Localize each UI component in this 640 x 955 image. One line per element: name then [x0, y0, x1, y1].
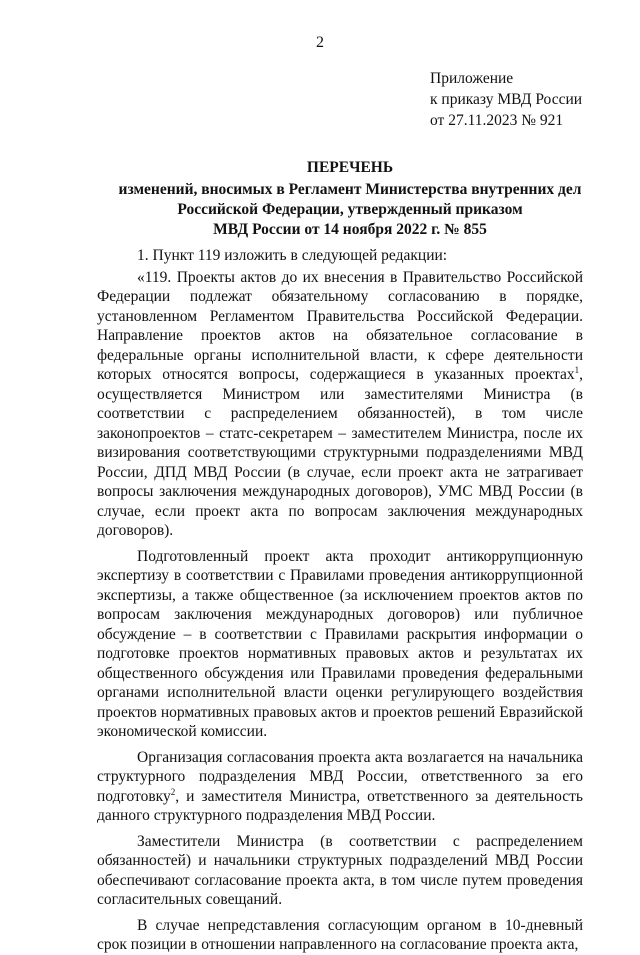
page-number: 2 — [316, 34, 324, 51]
footnote-ref-1: 1 — [574, 364, 580, 375]
paragraph-119-part-b: , осуществляется Министром или заместителями Министра (в соответствии с распределением обязанностей), в том числе законопроектов – статс-секретарем – заместителем Министра, после их визирования соответствующими структурными подразделениями МВД России, ДПД МВД России (в случае, если проект акта не затрагивает вопросы заключения международных договоров), УМС МВД России (в случае, если проект акта по вопросам заключения международных договоров). — [97, 366, 583, 539]
paragraph-organization — [97, 748, 583, 826]
footnote-ref-2: 2 — [170, 786, 176, 797]
paragraph-organization-part-b: , и заместителя Министра, ответственного за деятельность данного структурного подразделения МВД России. — [97, 787, 583, 824]
title-heading: ПЕРЕЧЕНЬ — [306, 159, 394, 176]
document-title — [60, 158, 640, 240]
paragraph-deputies: Заместители Министра (в соответствии с распределением обязанностей) и начальники структурных подразделений МВД России обеспечивают согласование проекта акта, в том числе путем проведения согласительных совещаний. — [97, 832, 583, 908]
title-line-1: изменений, вносимых в Регламент Министерства внутренних дел — [118, 181, 582, 198]
appendix-line-2: к приказу МВД России — [430, 91, 583, 108]
paragraph-organization-part-a: Организация согласования проекта акта возлагается на начальника структурного подразделения МВД России, ответственного за его подготовку — [97, 748, 583, 805]
paragraph-non-submission: В случае непредставления согласующим органом в 10-дневный срок позиции в отношении направленного на согласование проекта акта, — [97, 916, 583, 953]
paragraph-119 — [97, 268, 583, 541]
title-line-2: Российской Федерации, утвержденный приказом — [177, 201, 523, 218]
appendix-line-1: Приложение — [430, 70, 514, 87]
appendix-reference — [430, 68, 582, 131]
title-line-3: МВД России от 14 ноября 2022 г. № 855 — [213, 221, 487, 238]
appendix-line-3: от 27.11.2023 № 921 — [430, 112, 564, 129]
paragraph-anticorruption: Подготовленный проект акта проходит антикоррупционную экспертизу в соответствии с Правилами проведения антикоррупционной экспертизы, а также общественное (за исключением проектов актов по вопросам заключения международных договоров) или публичное обсуждение – в соответствии с Правилами раскрытия информации о подготовке проектов нормативных правовых актов и результатах их общественного обсуждения или Правилами проведения федеральными органами исполнительной власти оценки регулирующего воздействия проектов нормативных правовых актов и проектов решений Евразийской экономической комиссии. — [97, 547, 583, 740]
paragraph-119-part-a: «119. Проекты актов до их внесения в Правительство Российской Федерации подлежат обязательному согласованию в порядке, установленном Регламентом Правительства Российской Федерации. Направление проектов актов на обязательное согласование в федеральные органы исполнительной власти, к сфере деятельности которых относятся вопросы, содержащиеся в указанных проектах — [97, 268, 583, 383]
item-1-instruction: 1. Пункт 119 изложить в следующей редакции: — [137, 247, 448, 264]
document-body — [97, 246, 583, 955]
